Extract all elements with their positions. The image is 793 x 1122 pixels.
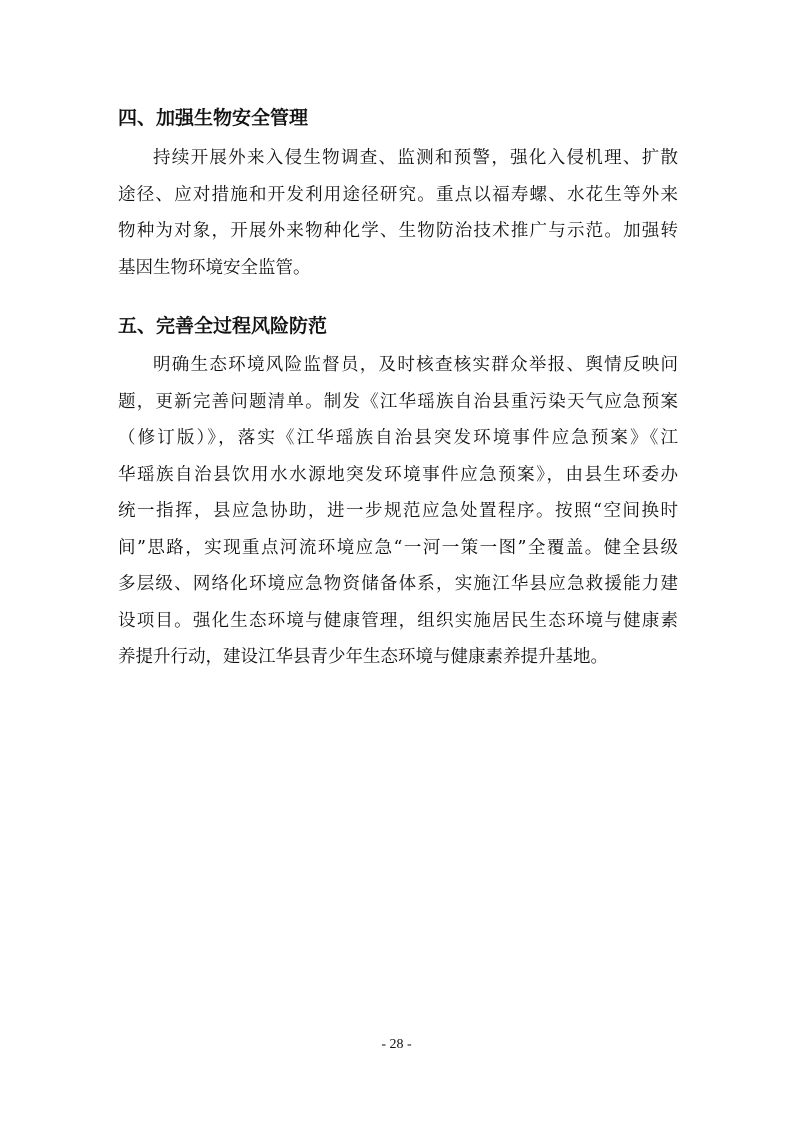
paragraph-line: 途径、应对措施和开发利用途径研究。重点以福寿螺、水花生等外来	[118, 184, 678, 205]
paragraph-line: 设项目。强化生态环境与健康管理，组织实施居民生态环境与健康素	[118, 610, 678, 631]
page-number: - 28 -	[381, 1037, 412, 1052]
section-heading-risk-prevention: 五、完善全过程风险防范	[118, 315, 328, 337]
paragraph-risk-prevention	[118, 347, 678, 676]
paragraph-line: 养提升行动，建设江华县青少年生态环境与健康素养提升基地。	[118, 647, 608, 667]
paragraph-line: 物种为对象，开展外来物种化学、生物防治技术推广与示范。加强转	[118, 221, 678, 241]
section-heading-biosafety: 四、加强生物安全管理	[118, 107, 309, 129]
paragraph-biosafety	[118, 140, 678, 286]
paragraph-line: 华瑶族自治县饮用水水源地突发环境事件应急预案》，由县生环委办	[118, 464, 678, 485]
paragraph-line: 间”思路，实现重点河流环境应急“一河一策一图”全覆盖。健全县级	[118, 537, 678, 558]
paragraph-line: 多层级、网络化环境应急物资储备体系，实施江华县应急救援能力建	[118, 574, 678, 594]
paragraph-line: 持续开展外来入侵生物调查、监测和预警，强化入侵机理、扩散	[153, 148, 678, 168]
paragraph-line: 统一指挥，县应急协助，进一步规范应急处置程序。按照“空间换时	[118, 501, 678, 521]
paragraph-line: 基因生物环境安全监管。	[118, 257, 311, 278]
paragraph-line: （修订版）》，落实《江华瑶族自治县突发环境事件应急预案》《江	[118, 428, 678, 448]
paragraph-line: 题，更新完善问题清单。制发《江华瑶族自治县重污染天气应急预案	[118, 391, 678, 412]
paragraph-line: 明确生态环境风险监督员，及时核查核实群众举报、舆情反映问	[153, 355, 678, 375]
